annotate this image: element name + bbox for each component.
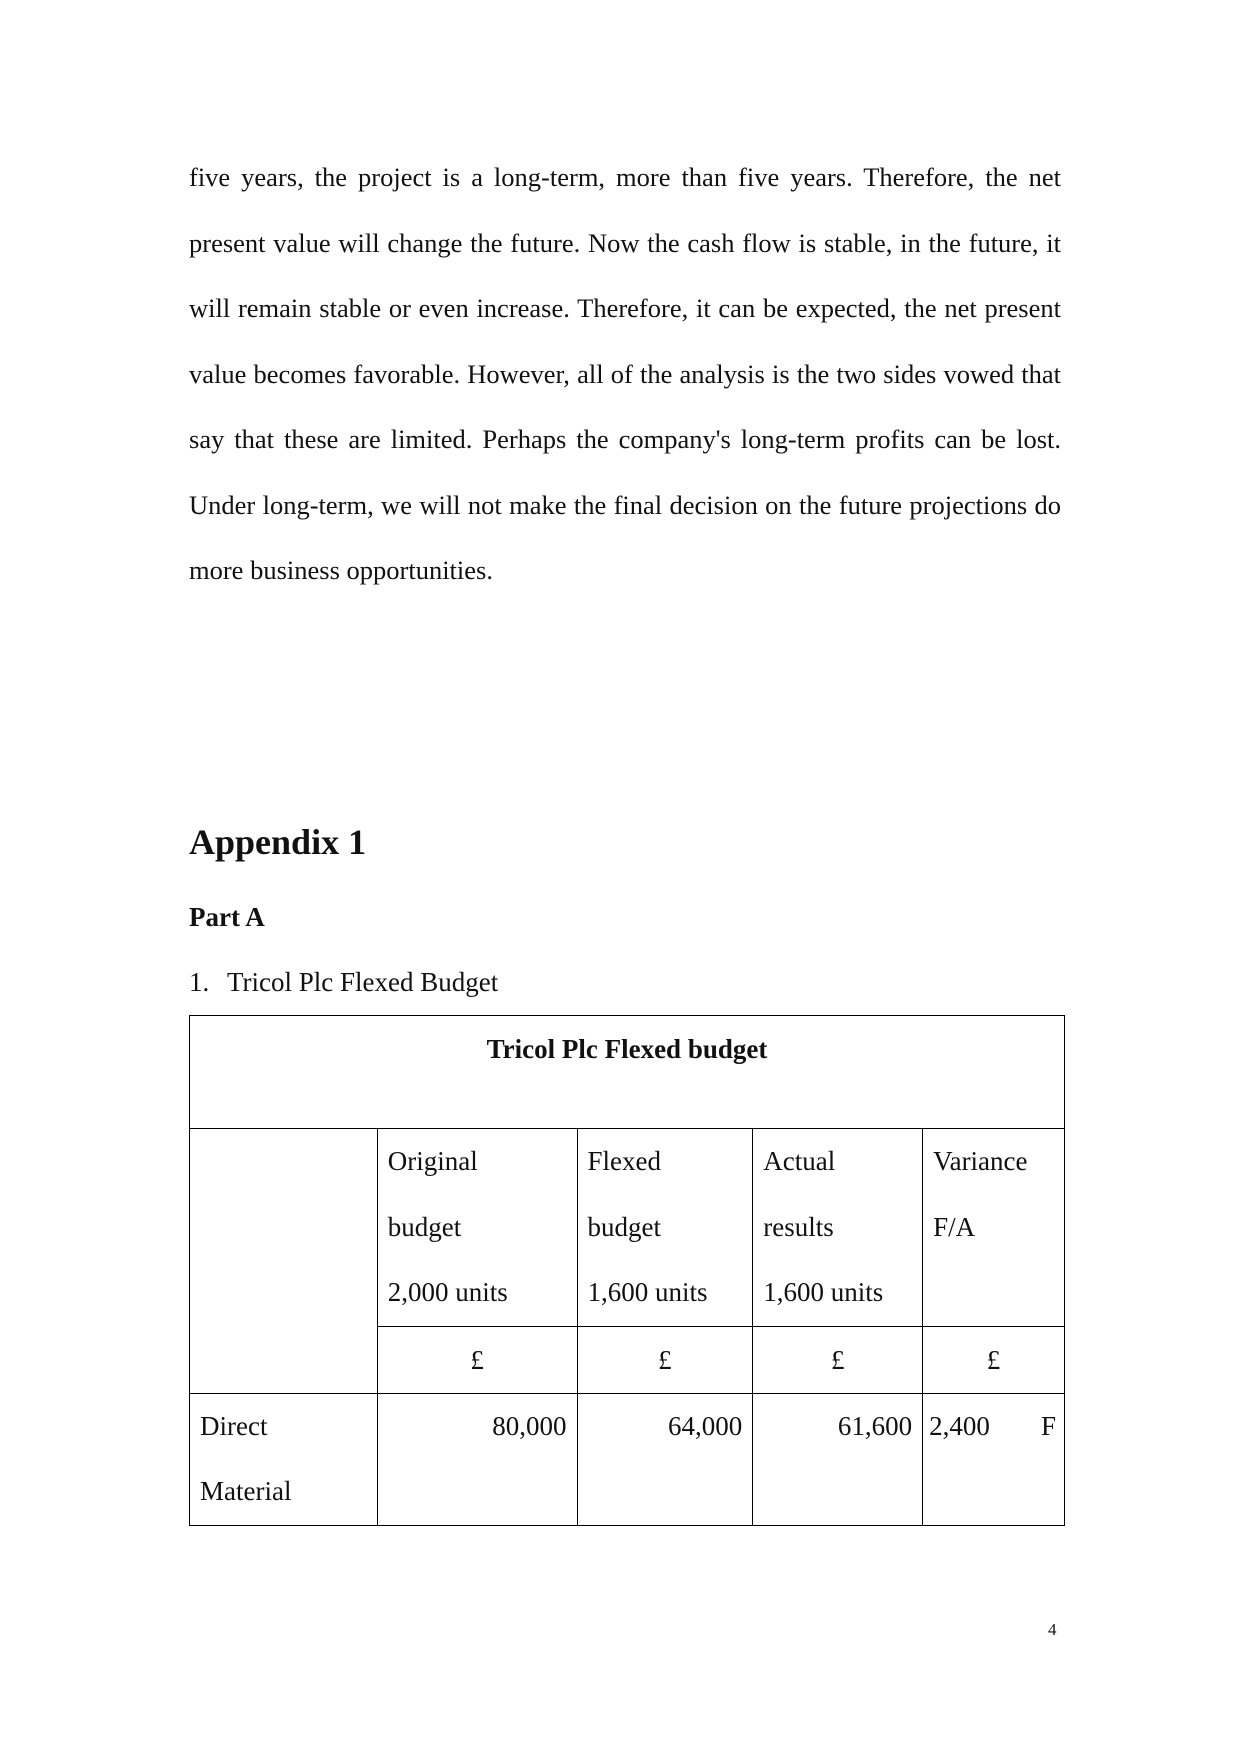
currency-original: £ [377,1326,577,1393]
list-number: 1. [189,967,210,997]
column-header-actual: Actual results 1,600 units [753,1129,923,1327]
cell-actual: 61,600 [753,1393,923,1525]
table-header-row [190,1129,1065,1327]
part-heading: Part A [189,902,265,932]
body-paragraph [189,145,1061,604]
page-number: 4 [1048,1620,1057,1639]
row-label-direct-material: Direct Material [190,1393,378,1525]
currency-variance: £ [923,1326,1065,1393]
paragraph-text: five years, the project is a long-term, more than five years. Therefore, the net present value will change the future. Now the cash flow is stable, in the future, it will remain stable or even increase. Therefore, it can be expected, the net present value becomes favorable. However, all of the analysis is the two sides vowed that say that these are limited. Perhaps the company's long-term profits can be lost. Under long-term, we will not make the final decision on the future projections do more business opportunities. [189,162,1061,585]
table-title: Tricol Plc Flexed budget [486,1034,768,1064]
variance-value: 2,400 [929,1410,990,1441]
cell-original: 80,000 [377,1393,577,1525]
table-title-row [190,1016,1065,1129]
list-text: Tricol Plc Flexed Budget [227,967,499,997]
column-header-flexed: Flexed budget 1,600 units [577,1129,753,1327]
header-blank-cell [190,1129,378,1394]
table-title-cell [190,1016,1065,1129]
currency-actual: £ [753,1326,923,1393]
cell-variance [923,1393,1065,1525]
column-header-variance: Variance F/A [923,1129,1065,1327]
list-item [189,965,498,999]
appendix-heading: Appendix 1 [189,822,367,862]
table-row [190,1393,1065,1525]
cell-flexed: 64,000 [577,1393,753,1525]
currency-flexed: £ [577,1326,753,1393]
variance-type: F [1040,1410,1056,1441]
column-header-original: Original budget 2,000 units [377,1129,577,1327]
flexed-budget-table [189,1015,1065,1526]
